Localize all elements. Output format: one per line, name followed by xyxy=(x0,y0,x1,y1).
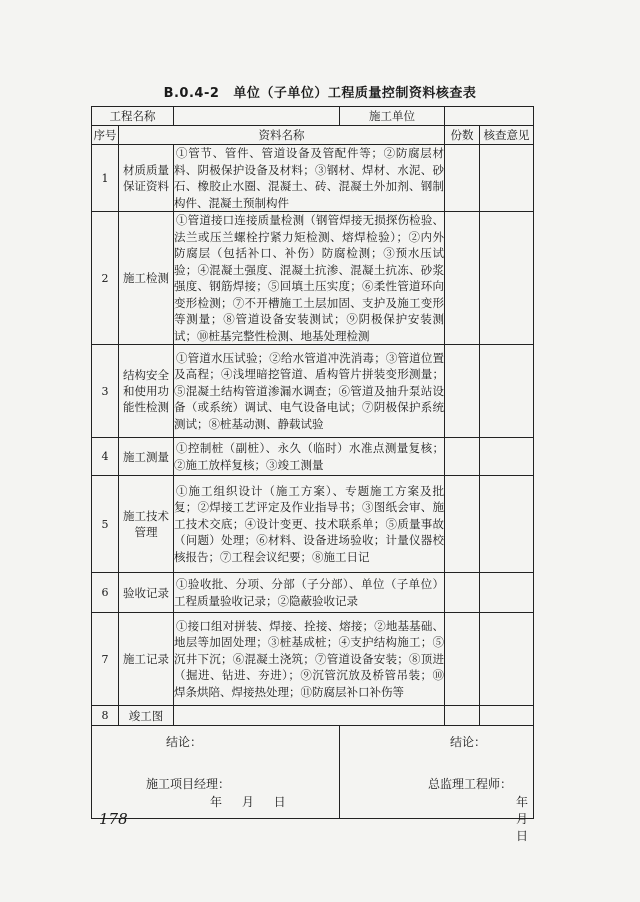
header-row-project xyxy=(92,107,534,126)
table-title: 单位（子单位）工程质量控制资料核查表 xyxy=(233,86,477,101)
row-review[interactable] xyxy=(480,476,534,573)
row-content: ①管道水压试验；②给水管道冲洗消毒；③管道位置及高程；④浅埋暗挖管道、盾构管片拼装变形测量；⑤混凝土结构管道渗漏水调查；⑥管道及抽升泵站设备（或系统）调试、电气设备电试；⑦阴极保护系统测试；⑧桩基动测、静载试验 xyxy=(174,345,445,438)
row-review[interactable] xyxy=(480,573,534,613)
row-review[interactable] xyxy=(480,212,534,345)
row-content xyxy=(174,706,445,726)
row-category: 结构安全和使用功能性检测 xyxy=(119,345,174,438)
row-seq: 3 xyxy=(92,345,119,438)
page-number: 178 xyxy=(99,810,128,828)
row-content: ①管节、管件、管道设备及管配件等；②防腐层材料、阴极保护设备及材料；③钢材、焊材、水泥、砂石、橡胶止水圈、混凝土、砖、混凝土外加剂、钢制构件、混凝土预制构件 xyxy=(174,146,444,210)
row-copies[interactable] xyxy=(445,438,480,476)
table-row xyxy=(92,145,534,212)
row-category: 施工检测 xyxy=(119,212,174,345)
row-content: ①施工组织设计（施工方案）、专题施工方案及批复；②焊接工艺评定及作业指导书；③图纸会审、施工技术交底；④设计变更、技术联系单；⑤质量事故（问题）处理；⑥材料、设备进场验收；计量仪器校核报告；⑦工程会议纪要；⑧施工日记 xyxy=(174,476,445,573)
row-category: 施工测量 xyxy=(119,438,174,476)
row-category: 施工技术管理 xyxy=(119,476,174,573)
row-copies[interactable] xyxy=(445,212,480,345)
seq-header: 序号 xyxy=(92,126,119,145)
row-seq: 7 xyxy=(92,613,119,706)
contractor-signature-block xyxy=(92,726,340,819)
row-seq: 6 xyxy=(92,573,119,613)
row-category: 施工记录 xyxy=(119,613,174,706)
project-name-label: 工程名称 xyxy=(92,107,174,126)
supervisor-signature-block xyxy=(340,726,537,843)
row-content: ①接口组对拼装、焊接、拴接、熔接；②地基基础、地层等加固处理；③桩基成桩；④支护结构施工；⑤沉井下沉；⑥混凝土浇筑；⑦管道设备安装；⑧顶进（掘进、钻进、夯进）；⑨沉管沉放及桥管吊装；⑩焊条烘陪、焊接热处理；⑪防腐层补口补伤等 xyxy=(174,613,445,706)
row-review[interactable] xyxy=(480,438,534,476)
row-review[interactable] xyxy=(480,345,534,438)
row-copies[interactable] xyxy=(445,613,480,706)
row-content: ①管道接口连接质量检测（钢管焊接无损探伤检验、法兰或压兰螺栓拧紧力矩检测、熔焊检验）；②内外防腐层（包括补口、补伤）防腐检测；③预水压试验；④混凝土强度、混凝土抗渗、混凝土抗冻、砂浆强度、钢筋焊接；⑤回填土压实度；⑥柔性管道环向变形检测；⑦不开槽施工土层加固、支护及施工变形等测量；⑧管道设备安装测试；⑨阴极保护安装测试；⑩桩基完整性检测、地基处理检测 xyxy=(174,213,444,343)
row-category: 竣工图 xyxy=(119,706,174,726)
quality-control-checklist-table xyxy=(91,106,537,843)
table-row xyxy=(92,706,534,726)
row-seq: 8 xyxy=(92,706,119,726)
header-row-columns xyxy=(92,126,534,145)
supervisor-conclusion-label: 结论： xyxy=(450,735,487,749)
supervisor-date-label: 年 月 日 xyxy=(516,795,537,843)
chief-supervisor-label: 总监理工程师： xyxy=(428,777,513,791)
row-content: ①控制桩（副桩）、永久（临时）水准点测量复核；②施工放样复核；③竣工测量 xyxy=(174,438,445,476)
material-name-header: 资料名称 xyxy=(119,126,445,145)
contractor-conclusion-label: 结论： xyxy=(166,735,203,749)
copies-header: 份数 xyxy=(445,126,480,145)
construction-unit-value[interactable] xyxy=(445,107,534,126)
row-copies[interactable] xyxy=(445,345,480,438)
row-copies[interactable] xyxy=(445,476,480,573)
table-row xyxy=(92,573,534,613)
table-row xyxy=(92,212,534,345)
construction-unit-label: 施工单位 xyxy=(340,107,445,126)
table-row xyxy=(92,438,534,476)
row-seq: 4 xyxy=(92,438,119,476)
project-name-value[interactable] xyxy=(174,107,340,126)
row-review[interactable] xyxy=(480,706,534,726)
table-row xyxy=(92,476,534,573)
table-row xyxy=(92,613,534,706)
row-review[interactable] xyxy=(480,145,534,212)
page-title xyxy=(0,82,640,101)
review-header: 核查意见 xyxy=(480,126,534,145)
row-content: ①验收批、分项、分部（子分部）、单位（子单位）工程质量验收记录；②隐蔽验收记录 xyxy=(174,573,445,613)
signature-row xyxy=(92,726,534,819)
row-category: 材质质量保证资料 xyxy=(119,145,174,212)
row-review[interactable] xyxy=(480,613,534,706)
table-row xyxy=(92,345,534,438)
contractor-date-label: 年 月 日 xyxy=(210,795,294,809)
row-seq: 5 xyxy=(92,476,119,573)
row-copies[interactable] xyxy=(445,706,480,726)
row-seq: 2 xyxy=(92,212,119,345)
row-seq: 1 xyxy=(92,145,119,212)
row-copies[interactable] xyxy=(445,573,480,613)
row-copies[interactable] xyxy=(445,145,480,212)
table-code: B.0.4-2 xyxy=(163,86,220,101)
row-category: 验收记录 xyxy=(119,573,174,613)
project-manager-label: 施工项目经理： xyxy=(146,777,231,791)
